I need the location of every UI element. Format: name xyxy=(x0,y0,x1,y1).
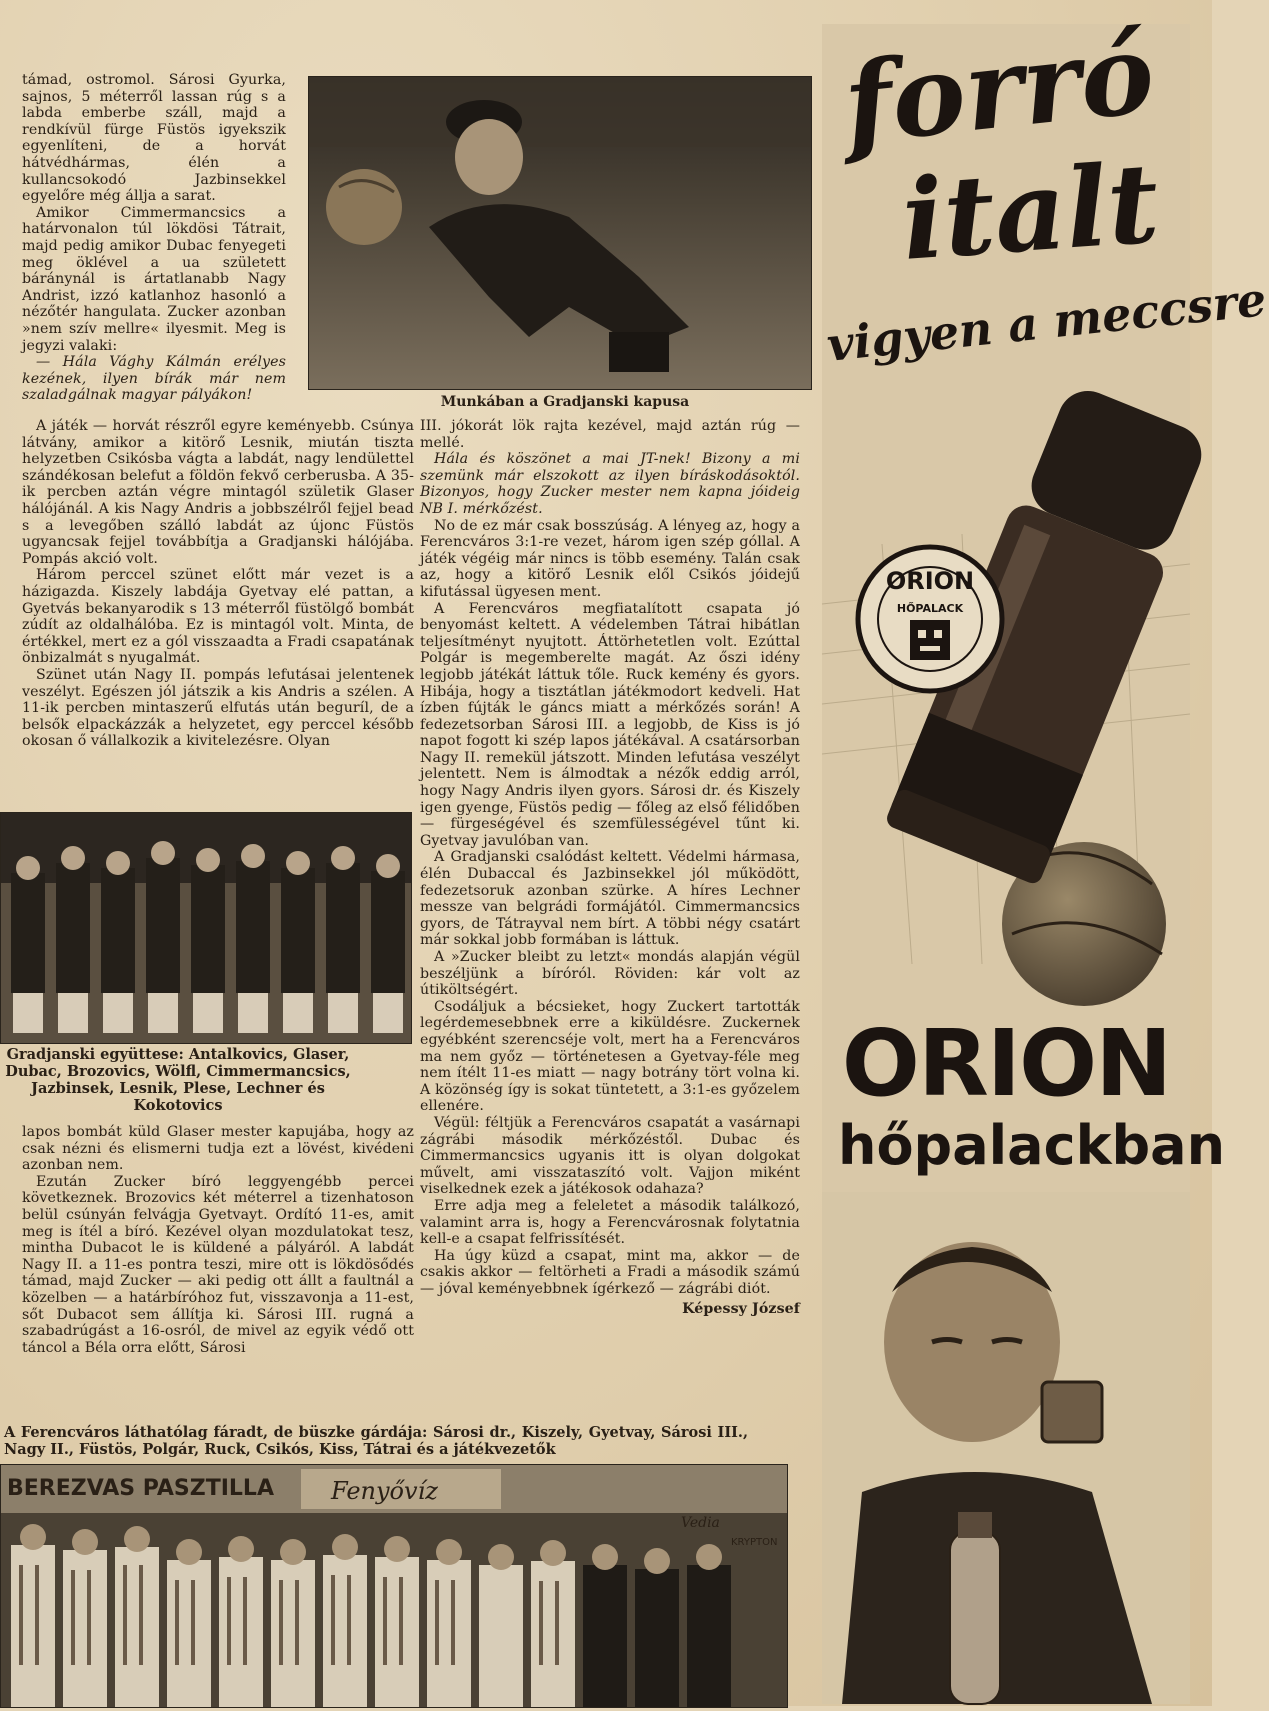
man-drinking-photo xyxy=(822,1192,1190,1704)
banner-text-2: Fenyővíz xyxy=(331,1477,438,1505)
label-sub-text: HŐPALACK xyxy=(896,602,964,615)
banner-text-1: BEREZVAS PASZTILLA xyxy=(7,1476,274,1501)
paragraph: Ezután Zucker bíró leggyengébb percei következnek. Brozovics két méterrel a tizenhatoson belül csúnyán felvágja Gyetvayt. Ordító 11-es, amit meg is ítél a bíró. Kezével olyan mozdulatokat tesz, mintha Dubacot le is küldené a pályáról. A labdát Nagy II. a 11-es pontra teszi, mire ott is lökdösődés támad, majd Zucker — aki pedig ott állt a faultnál a közelben — a határbíróhoz fut, visszavonja a 11-est, sőt Dubacot sem állítja ki. Sárosi III. rugná a szabadrúgást a 16-osról, de mivel az egyik védő ott táncol a Béla orra előtt, Sárosi xyxy=(22,1173,414,1356)
article-column-1-mid xyxy=(22,418,414,750)
paragraph: A Ferencváros megfiatalított csapata jó benyomást keltett. A védelemben Tátrai hibátlan teljesítményt nyujtott. Áttörhetetlen volt. Ezúttal Polgár is megemberelte magát. Az őszi idény legjobb játékát láttuk tőle. Ruck kemény és gyors. Hibája, hogy a tisztátlan játékmodort kedveli. Hat ízben fújták le gáncs miatt a mérkőzés során! A fedezetsorban Sárosi III. a legjobb, de Kiss is jó napot fogott ki szép lapos játékával. A csatársorban Nagy II. remekül játszott. Minden lefutása veszélyt jelentett. Nem is álmodtak a nézők eddig arról, hogy Nagy Andris ilyen gyors. Sárosi dr. és Kiszely igen gyenge, Füstös pedig — főleg az első félidőben — fürgeségével és szemfülességével tűnt ki. Gyetvay javulóban van. xyxy=(420,600,800,849)
label-brand-text: ORION xyxy=(885,567,975,595)
paragraph: Hála és köszönet a mai JT-nek! Bizony a mi szemünk már elszokott az ilyen bíráskodásoktól. Bizonyos, hogy Zucker mester nem kapna jóideig NB I. mérkőzést. xyxy=(420,451,800,517)
ferencvaros-caption xyxy=(4,1424,748,1458)
ad-headline-forro: forró xyxy=(838,8,1160,169)
caption-text: A Ferencváros láthatólag fáradt, de büszke gárdája: Sárosi dr., Kiszely, Gyetvay, Sárosi III., Nagy II., Füstös, Polgár, Ruck, Csikós, Kiss, Tátrai és a játékvezetők xyxy=(4,1424,748,1458)
ad-headline-italt: italt xyxy=(897,138,1163,285)
gradjanski-caption xyxy=(0,1046,356,1114)
paragraph: — Hála Vághy Kálmán erélyes kezének, ilyen bírák már nem szaladgálnak magyar pályákon! xyxy=(22,354,286,404)
goalkeeper-photo-image xyxy=(309,77,811,389)
paragraph: Erre adja meg a feleletet a második találkozó, valamint arra is, hogy a Ferencvárosnak folytatnia kell-e a csapat felfrissítését. xyxy=(420,1197,800,1248)
caption-text: Munkában a Gradjanski kapusa xyxy=(440,394,690,410)
paragraph: Amikor Cimmermancsics a határvonalon túl lökdösi Tátrait, majd pedig amikor Dubac fenyegeti meg öklével a ua született báránynál is ártatlanabb Nagy Andrist, izzó katlanhoz hasonló a nézőtér hangulata. Zucker azonban »nem szív mellre« ilyesmit. Meg is jegyzi valaki: xyxy=(22,204,286,354)
paragraph: III. jókorát lök rajta kezével, majd aztán rúg — mellé. xyxy=(420,418,800,451)
gradjanski-team-photo xyxy=(0,812,412,1044)
paragraph: Ha úgy küzd a csapat, mint ma, akkor — de csakis akkor — feltörheti a Fradi a második számú — jóval keményebbnek ígérkező — zágrábi diót. xyxy=(420,1247,800,1297)
ferencvaros-team-photo xyxy=(0,1464,788,1708)
article-column-1-bottom xyxy=(22,1124,414,1356)
paragraph: No de ez már csak bosszúság. A lényeg az, hogy a Ferencváros 3:1-re vezet, három igen szép góllal. A játék végéig már nincs is több esemény. Talán csak az, hogy a kitörő Lesnik elől Csikós jóidejű kifutással ügyesen ment. xyxy=(420,517,800,600)
paragraph: A »Zucker bleibt zu letzt« mondás alapján végül beszéljünk a bíróról. Röviden: kár volt az útiköltségért. xyxy=(420,949,800,999)
goalkeeper-caption xyxy=(400,394,730,411)
paragraph: Három perccel szünet előtt már vezet is a házigazda. Kiszely labdája Gyetvay elé pattan, a Gyetvás bekanyarodik s 13 méterről füstölgő bombát zúdít az oldalhálóba. Ez is mintagól volt. Minta, de értékkel, mert ez a gól visszaadta a Fradi csapatának önbizalmát s nyugalmát. xyxy=(22,567,414,667)
article-column-2 xyxy=(420,418,800,1318)
ad-brand-subline: hőpalackban xyxy=(838,1114,1226,1177)
paragraph: Végül: féltjük a Ferencváros csapatát a vasárnapi zágrábi második mérkőzéstől. Dubac és Cimmermancsics ugyanis itt is olyan dolgokat művelt, ami visszataszító volt. Vajjon miként viselkednek ezek a játékosok odahaza? xyxy=(420,1114,800,1198)
banner-text-4: KRYPTON xyxy=(731,1537,778,1548)
caption-text: Gradjanski együttese: Antalkovics, Glaser, Dubac, Brozovics, Wölfl, Cimmermancsics, Jazbinsek, Lesnik, Plese, Lechner és Kokotovics xyxy=(5,1046,351,1114)
article-column-1-top xyxy=(22,72,286,404)
gradjanski-team-image xyxy=(1,813,411,1043)
ad-brand-orion: ORION xyxy=(841,1010,1171,1117)
paragraph: támad, ostromol. Sárosi Gyurka, sajnos, 5 méterről lassan rúg s a labda emberbe száll, majd a rendkívül fürge Füstös igyekszik egyenlíteni, de a horvát hátvédhármas, élén a kullancsokodó Jazbinsekkel egyelőre még állja a sarat. xyxy=(22,72,286,205)
ferencvaros-team-image xyxy=(1,1465,787,1707)
orion-advertisement xyxy=(822,8,1269,1704)
paragraph: lapos bombát küld Glaser mester kapujába, hogy az csak nézni és elismerni tudja ezt a lövést, kivédeni azonban nem. xyxy=(22,1124,414,1174)
ad-headline-meccsre: vigyen a meccsre xyxy=(824,272,1269,372)
banner-text-3: Vedia xyxy=(681,1515,720,1531)
thermos-illustration xyxy=(822,364,1190,1044)
paragraph: A Gradjanski csalódást keltett. Védelmi hármasa, élén Dubaccal és Jazbinsekkel jól működött, fedezetsoruk azonban szürke. A híres Lechner messze van belgrádi formájától. Cimmermancsics gyors, de Tátrayval nem bírt. A többi négy csatárt már sokkal jobb formában is láttuk. xyxy=(420,849,800,949)
paragraph: A játék — horvát részről egyre keményebb. Csúnya látvány, amikor a kitörő Lesnik, miután tiszta helyzetben Csikósba vágta a labdát, nagy lendülettel szándékosan belefut a földön fekvő cerberusba. A 35-ik percben aztán végre mintagól születik Glaser hálójánál. A kis Nagy Andris a jobbszélről fejjel bead s a levegőben szálló labdát az újonc Füstös ugyancsak fejjel továbbítja a Gradjanski hálójába. Pompás akció volt. xyxy=(22,418,414,567)
goalkeeper-photo xyxy=(308,76,812,390)
paragraph: Csodáljuk a bécsieket, hogy Zuckert tartották legérdemesebbnek erre a kiküldésre. Zuckernek egyébként szerencséje volt, mert ha a Ferencváros ma nem győz — történetesen a Gyetvay-féle meg nem ítélt 11-es miatt — nagy botrány tört volna ki. A közönség így is sokat tüntetett, a 3:1-es győzelem ellenére. xyxy=(420,998,800,1115)
author-signature: Képessy József xyxy=(682,1301,800,1318)
paragraph: Szünet után Nagy II. pompás lefutásai jelentenek veszélyt. Egészen jól játszik a kis Andris a szélen. A 11-ik percben mintaszerű elfutás után beguríl, de a belsők elpackázzák a helyzetet, egy perccel később okosan ő vállalkozik a kivitelezésre. Olyan xyxy=(22,666,414,750)
